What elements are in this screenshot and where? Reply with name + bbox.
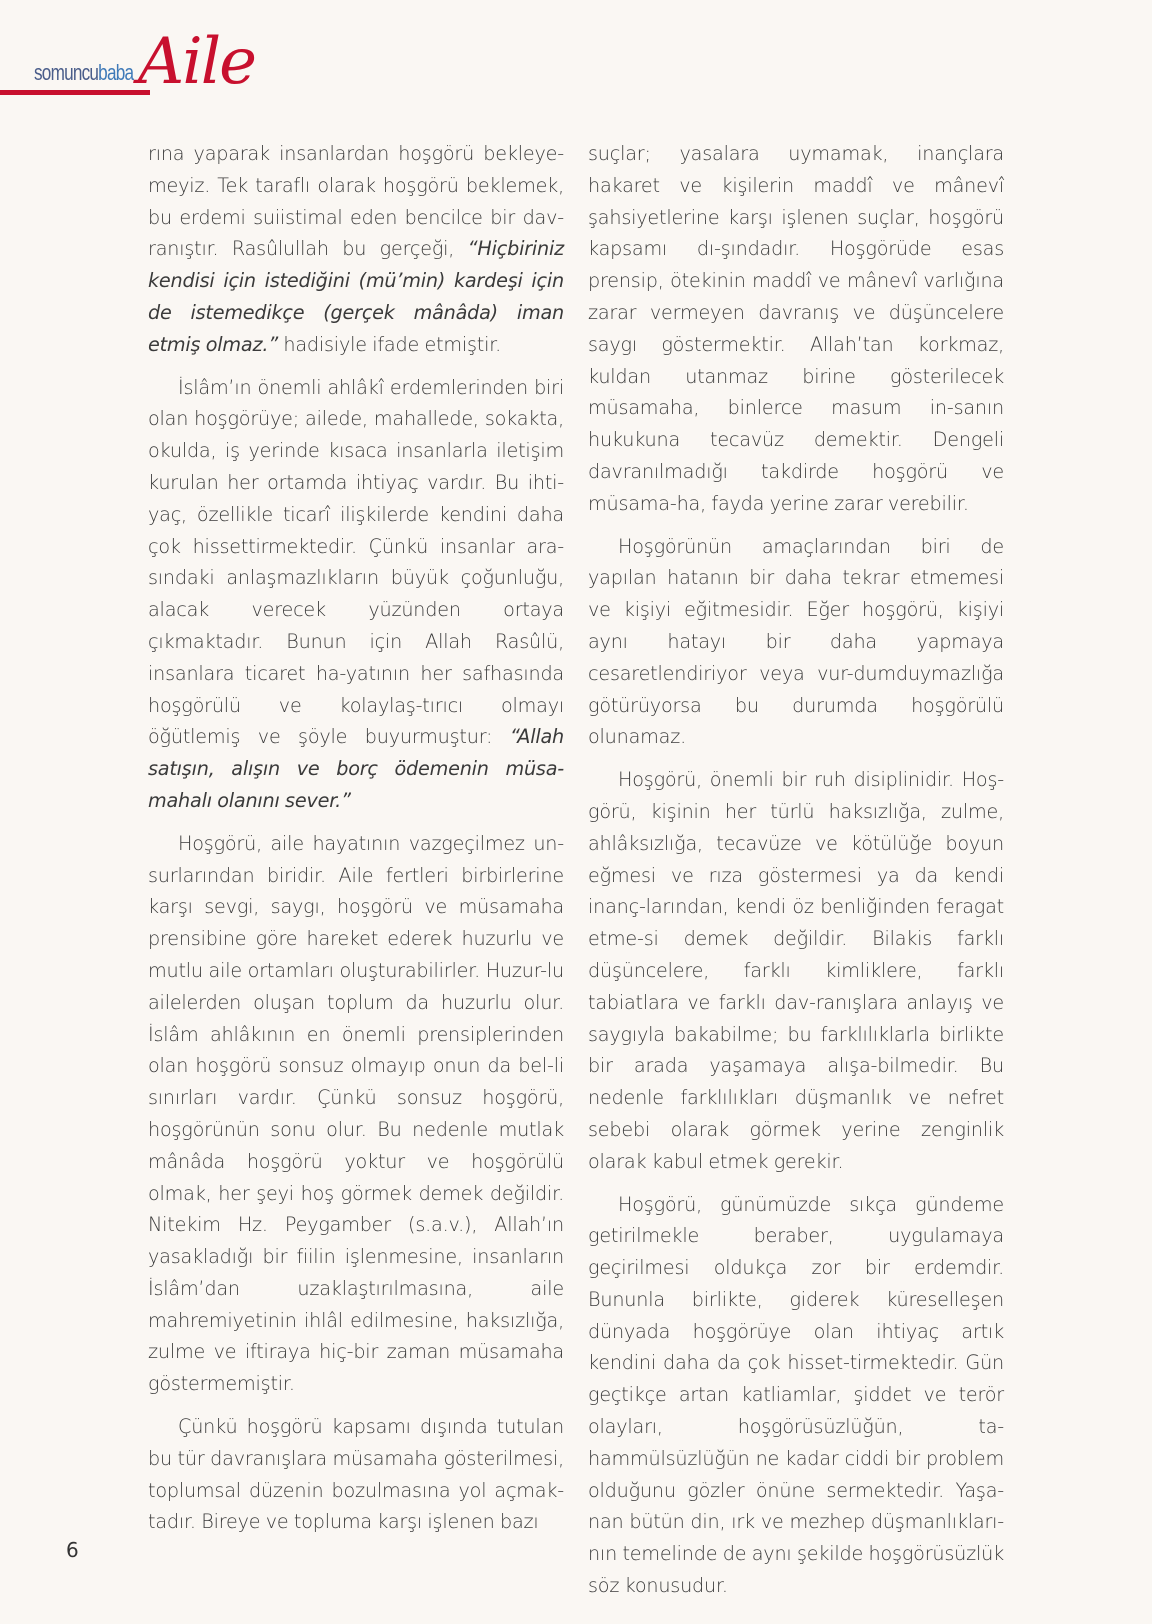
paragraph-2 <box>148 372 564 817</box>
paragraph-1-text-b: hadisiyle ifade etmiştir. <box>277 332 502 356</box>
paragraph-1 <box>148 138 564 361</box>
hadith-quote-2: “Allah satışın, alışın ve borç ödemenin müsa-mahalı olanını sever.” <box>148 725 564 812</box>
paragraph-1-text-a: rına yaparak insanlardan hoşgörü bekleye-meyiz. Tek taraflı olarak hoşgörü beklemek, bu erdemi suiistimal eden bencilce bir dav-ranıştır. Rasûlullah bu gerçeği, <box>148 142 564 261</box>
paragraph-8: Hoşgörü, günümüzde sıkça gündeme getirilmekle beraber, uygulamaya geçirilmesi oldukça zor bir erdemdir. Bununla birlikte, giderek küreselleşen dünyada hoşgörüye olan ihtiyaç artık kendini daha da çok hisset-tirmektedir. Gün geçtikçe artan katliamlar, şiddet ve terör olayları, hoşgörüsüzlüğün, ta-hammülsüzlüğün ne kadar ciddi bir problem olduğunu gözler önüne sermektedir. Yaşa-nan bütün din, ırk ve mezhep düşmanlıkları-nın temelinde de aynı şekilde hoşgörüsüzlük söz konusudur. <box>588 1192 1004 1598</box>
paragraph-7: Hoşgörü, önemli bir ruh disiplinidir. Hoş-görü, kişinin her türlü haksızlığa, zulme, ahlâksızlığa, tecavüze ve kötülüğe boyun eğmesi ve rıza göstermesi ya da kendi inanç-larından, kendi öz benliğinden feragat etme-si demek değildir. Bilakis farklı düşüncelere, farklı kimliklere, farklı tabiatlara ve farklı dav-ranışlara anlayış ve saygıyla bakabilme; bu farklılıklarla birlikte bir arada yaşamaya alışa-bilmedir. Bu nedenle farklılıkları düşmanlık ve nefret sebebi olarak görmek yerine zenginlik olarak kabul etmek gerekir. <box>588 768 1004 1173</box>
brand-name-part1: somuncu <box>34 60 99 85</box>
paragraph-5: suçlar; yasalara uymamak, inançlara hakaret ve kişilerin maddî ve mânevî şahsiyetlerine karşı işlenen suçlar, hoşgörü kapsamı dı-şındadır. Hoşgörüde esas prensip, ötekinin maddî ve mânevî varlığına zarar vermeyen davranış ve düşüncelere saygı göstermektir. Allah’tan korkmaz, kuldan utanmaz birine gösterilecek müsamaha, binlerce masum in-sanın hukukuna tecavüz demektir. Dengeli davranılmadığı takdirde hoşgörü ve müsama-ha, fayda yerine zarar verebilir. <box>588 142 1004 515</box>
brand-name-part2: baba <box>98 60 134 85</box>
magazine-header <box>0 25 300 110</box>
section-title: Aile <box>138 25 256 99</box>
left-column <box>148 138 564 1549</box>
paragraph-3: Hoşgörü, aile hayatının vazgeçilmez un-surlarından biridir. Aile fertleri birbirlerine karşı sevgi, saygı, hoşgörü ve müsamaha prensibine göre hareket ederek huzurlu ve mutlu aile ortamları oluşturabilirler. Huzur-lu ailelerden oluşan toplum da huzurlu olur. İslâm ahlâkının en önemli prensiplerinden olan hoşgörü sonsuz olmayıp onun da bel-li sınırları vardır. Çünkü sonsuz hoşgörü, hoşgörünün sonu olur. Bu nedenle mutlak mânâda hoşgörü yoktur ve hoşgörülü olmak, her şeyi hoş görmek demek değildir. Nitekim Hz. Peygamber (s.a.v.), Allah’ın yasakladığı bir fiilin işlenmesine, insanların İslâm’dan uzaklaştırılmasına, aile mahremiyetinin ihlâl edilmesine, haksızlığa, zulme ve iftiraya hiç-bir zaman müsamaha göstermemiştir. <box>148 831 564 1396</box>
paragraph-2-text: İslâm’ın önemli ahlâkî erdemlerinden biri olan hoşgörüye; ailede, mahallede, sokakta, okulda, iş yerinde kısaca insanlarla iletişim kurulan her ortamda ihtiyaç vardır. Bu ihti-yaç, özellikle ticarî ilişkilerde kendini daha çok hissettirmektedir. Çünkü insanlar ara-sındaki anlaşmazlıkların büyük çoğunluğu, alacak verecek yüzünden ortaya çıkmaktadır. Bunun için Allah Rasûlü, insanlara ticaret ha-yatının her safhasında hoşgörülü ve kolaylaş-tırıcı olmayı öğütlemiş ve şöyle buyurmuştur: <box>148 375 564 749</box>
paragraph-6: Hoşgörünün amaçlarından biri de yapılan hatanın bir daha tekrar etmemesi ve kişiyi eğitmesidir. Eğer hoşgörü, kişiyi aynı hatayı bir daha yapmaya cesaretlendiriyor veya vur-dumduymazlığa götürüyorsa bu durumda hoşgörülü olunamaz. <box>588 534 1004 749</box>
paragraph-4: Çünkü hoşgörü kapsamı dışında tutulan bu tür davranışlara müsamaha gösterilmesi, toplumsal düzenin bozulmasına yol açmak-tadır. Bireye ve topluma karşı işlenen bazı <box>148 1415 564 1534</box>
header-accent-bar <box>0 90 150 95</box>
right-column <box>588 138 1004 1613</box>
brand-logo <box>34 60 133 86</box>
hadith-quote-1: “Hiçbiriniz kendisi için istediğini (mü’min) kardeşi için de istemedikçe (gerçek mânâda) iman etmiş olmaz.” <box>148 237 564 356</box>
page-number: 6 <box>66 1538 79 1562</box>
